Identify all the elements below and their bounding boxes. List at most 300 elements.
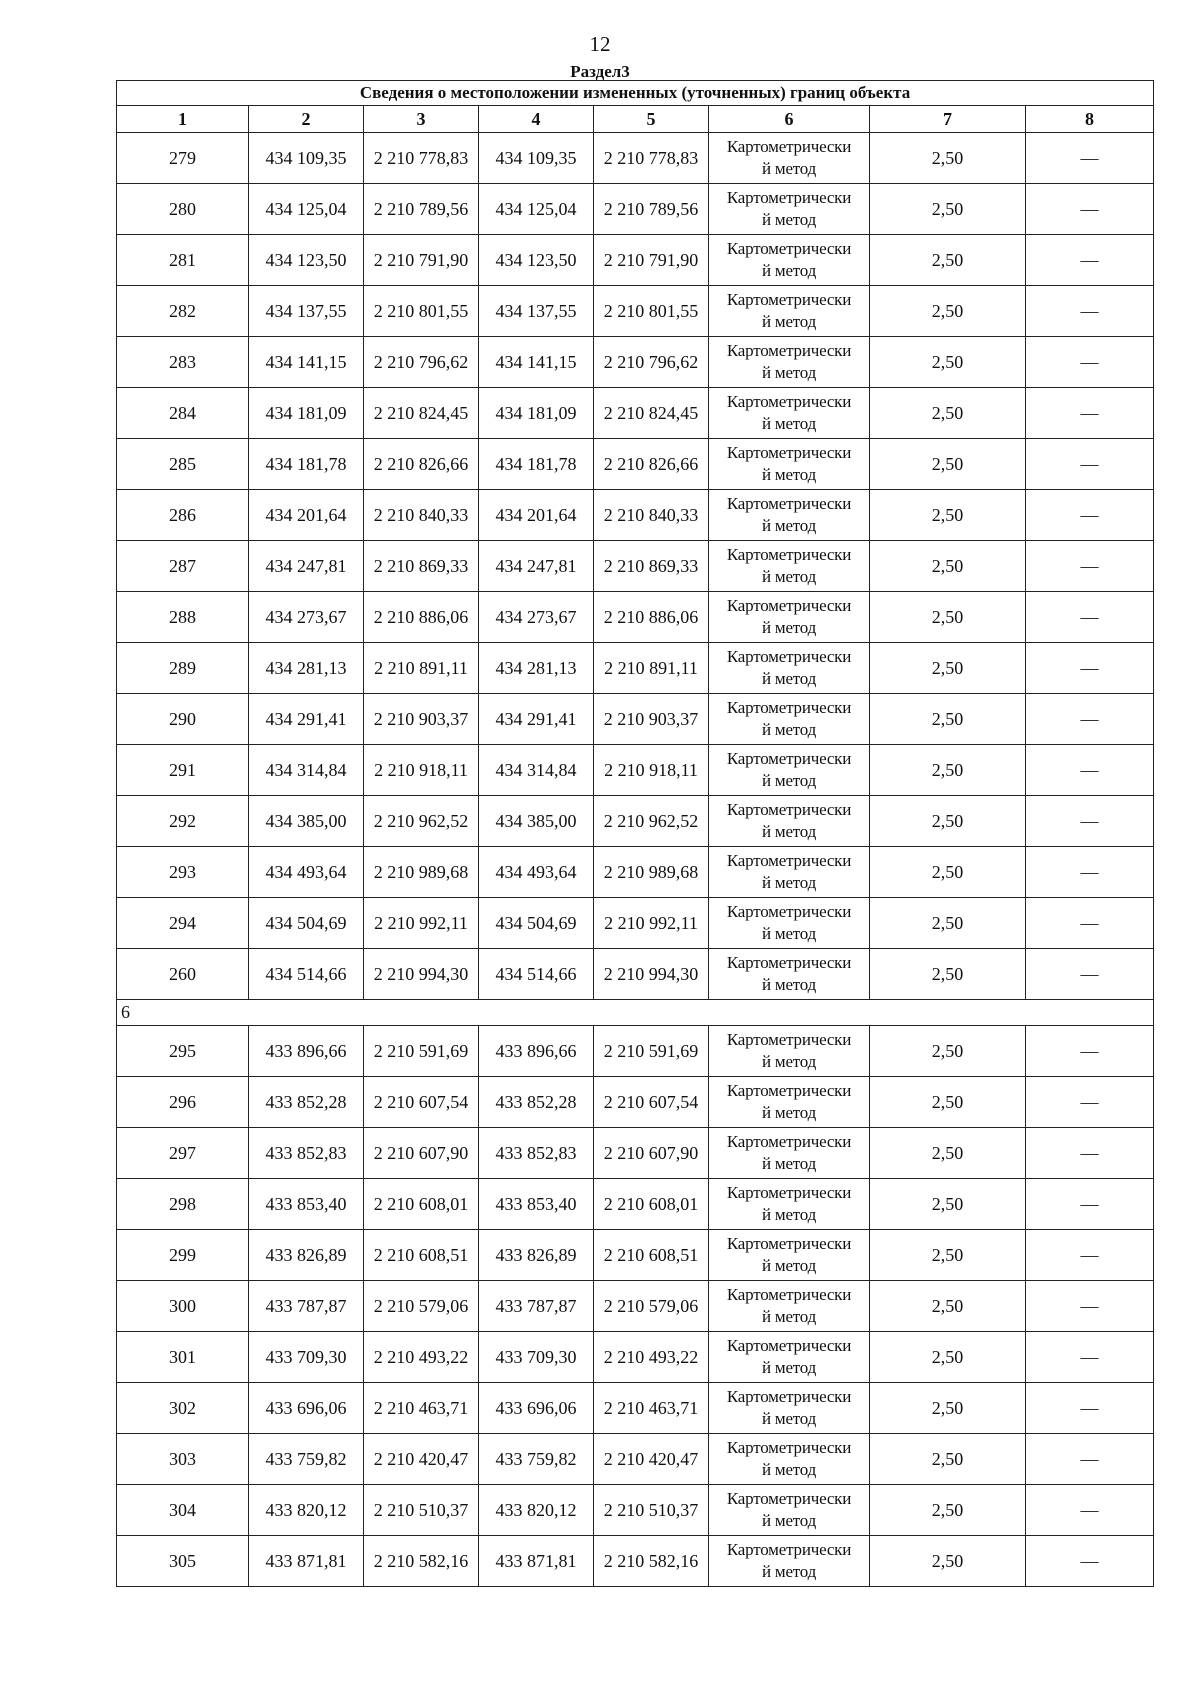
y-old-cell: 2 210 796,62 — [364, 337, 479, 388]
point-number-cell: 302 — [117, 1383, 249, 1434]
method-cell — [709, 1179, 870, 1230]
table-row — [117, 745, 1154, 796]
point-number-cell: 281 — [117, 235, 249, 286]
table-row — [117, 694, 1154, 745]
description-cell: — — [1026, 898, 1154, 949]
point-number-cell: 280 — [117, 184, 249, 235]
x-new-cell: 434 291,41 — [479, 694, 594, 745]
method-line-1: Картометрически — [726, 902, 852, 921]
table-row — [117, 439, 1154, 490]
description-cell: — — [1026, 184, 1154, 235]
description-cell: — — [1026, 592, 1154, 643]
y-new-cell: 2 210 994,30 — [594, 949, 709, 1000]
y-new-cell: 2 210 778,83 — [594, 133, 709, 184]
method-cell — [709, 1332, 870, 1383]
point-number-cell: 304 — [117, 1485, 249, 1536]
point-number-cell: 299 — [117, 1230, 249, 1281]
x-old-cell: 434 273,67 — [249, 592, 364, 643]
x-old-cell: 434 125,04 — [249, 184, 364, 235]
description-cell: — — [1026, 439, 1154, 490]
table-row — [117, 490, 1154, 541]
point-number-cell: 260 — [117, 949, 249, 1000]
x-new-cell: 433 826,89 — [479, 1230, 594, 1281]
x-old-cell: 433 853,40 — [249, 1179, 364, 1230]
x-old-cell: 433 709,30 — [249, 1332, 364, 1383]
x-new-cell: 433 853,40 — [479, 1179, 594, 1230]
y-new-cell: 2 210 796,62 — [594, 337, 709, 388]
point-number-cell: 300 — [117, 1281, 249, 1332]
point-number-cell: 301 — [117, 1332, 249, 1383]
method-line-1: Картометрически — [726, 800, 852, 819]
accuracy-cell: 2,50 — [870, 898, 1026, 949]
method-line-2: й метод — [761, 1103, 817, 1122]
y-old-cell: 2 210 463,71 — [364, 1383, 479, 1434]
method-cell — [709, 286, 870, 337]
y-new-cell: 2 210 886,06 — [594, 592, 709, 643]
description-cell: — — [1026, 796, 1154, 847]
accuracy-cell: 2,50 — [870, 1230, 1026, 1281]
point-number-cell: 289 — [117, 643, 249, 694]
method-line-2: й метод — [761, 210, 817, 229]
table-row — [117, 1536, 1154, 1587]
x-old-cell: 433 896,66 — [249, 1026, 364, 1077]
x-new-cell: 434 493,64 — [479, 847, 594, 898]
method-line-1: Картометрически — [726, 545, 852, 564]
y-new-cell: 2 210 801,55 — [594, 286, 709, 337]
x-old-cell: 434 137,55 — [249, 286, 364, 337]
accuracy-cell: 2,50 — [870, 388, 1026, 439]
x-old-cell: 433 787,87 — [249, 1281, 364, 1332]
method-line-1: Картометрически — [726, 392, 852, 411]
method-line-1: Картометрически — [726, 596, 852, 615]
y-old-cell: 2 210 989,68 — [364, 847, 479, 898]
y-new-cell: 2 210 608,01 — [594, 1179, 709, 1230]
table-row — [117, 949, 1154, 1000]
method-line-1: Картометрически — [726, 1183, 852, 1202]
y-new-cell: 2 210 493,22 — [594, 1332, 709, 1383]
accuracy-cell: 2,50 — [870, 1128, 1026, 1179]
y-old-cell: 2 210 778,83 — [364, 133, 479, 184]
method-cell — [709, 1536, 870, 1587]
y-new-cell: 2 210 918,11 — [594, 745, 709, 796]
accuracy-cell: 2,50 — [870, 694, 1026, 745]
x-new-cell: 434 247,81 — [479, 541, 594, 592]
y-new-cell: 2 210 607,90 — [594, 1128, 709, 1179]
method-cell — [709, 1026, 870, 1077]
accuracy-cell: 2,50 — [870, 1026, 1026, 1077]
x-new-cell: 434 385,00 — [479, 796, 594, 847]
accuracy-cell: 2,50 — [870, 592, 1026, 643]
method-line-2: й метод — [761, 1154, 817, 1173]
description-cell: — — [1026, 1536, 1154, 1587]
method-cell — [709, 439, 870, 490]
method-cell — [709, 388, 870, 439]
group-row — [117, 1000, 1154, 1026]
method-cell — [709, 490, 870, 541]
x-new-cell: 433 696,06 — [479, 1383, 594, 1434]
x-old-cell: 434 247,81 — [249, 541, 364, 592]
table-row — [117, 898, 1154, 949]
accuracy-cell: 2,50 — [870, 1383, 1026, 1434]
y-new-cell: 2 210 840,33 — [594, 490, 709, 541]
x-old-cell: 434 514,66 — [249, 949, 364, 1000]
x-old-cell: 433 826,89 — [249, 1230, 364, 1281]
method-line-1: Картометрически — [726, 1336, 852, 1355]
point-number-cell: 294 — [117, 898, 249, 949]
method-cell — [709, 898, 870, 949]
table-row — [117, 1128, 1154, 1179]
method-line-1: Картометрически — [726, 1540, 852, 1559]
description-cell: — — [1026, 1230, 1154, 1281]
y-new-cell: 2 210 579,06 — [594, 1281, 709, 1332]
y-old-cell: 2 210 826,66 — [364, 439, 479, 490]
accuracy-cell: 2,50 — [870, 439, 1026, 490]
x-new-cell: 433 896,66 — [479, 1026, 594, 1077]
column-header: 1 — [117, 106, 249, 133]
x-new-cell: 434 504,69 — [479, 898, 594, 949]
method-line-2: й метод — [761, 1409, 817, 1428]
table-row — [117, 184, 1154, 235]
method-line-1: Картометрически — [726, 953, 852, 972]
x-new-cell: 433 709,30 — [479, 1332, 594, 1383]
description-cell: — — [1026, 1026, 1154, 1077]
method-cell — [709, 1485, 870, 1536]
method-line-1: Картометрически — [726, 1030, 852, 1049]
accuracy-cell: 2,50 — [870, 796, 1026, 847]
method-line-2: й метод — [761, 567, 817, 586]
y-new-cell: 2 210 824,45 — [594, 388, 709, 439]
accuracy-cell: 2,50 — [870, 133, 1026, 184]
point-number-cell: 297 — [117, 1128, 249, 1179]
method-line-2: й метод — [761, 363, 817, 382]
x-old-cell: 433 852,83 — [249, 1128, 364, 1179]
description-cell: — — [1026, 745, 1154, 796]
y-new-cell: 2 210 791,90 — [594, 235, 709, 286]
x-new-cell: 433 759,82 — [479, 1434, 594, 1485]
accuracy-cell: 2,50 — [870, 1281, 1026, 1332]
y-old-cell: 2 210 824,45 — [364, 388, 479, 439]
method-line-2: й метод — [761, 873, 817, 892]
description-cell: — — [1026, 541, 1154, 592]
point-number-cell: 293 — [117, 847, 249, 898]
accuracy-cell: 2,50 — [870, 1179, 1026, 1230]
x-new-cell: 433 871,81 — [479, 1536, 594, 1587]
y-old-cell: 2 210 962,52 — [364, 796, 479, 847]
y-old-cell: 2 210 886,06 — [364, 592, 479, 643]
description-cell: — — [1026, 1434, 1154, 1485]
method-line-2: й метод — [761, 771, 817, 790]
description-cell: — — [1026, 1485, 1154, 1536]
y-new-cell: 2 210 891,11 — [594, 643, 709, 694]
y-new-cell: 2 210 989,68 — [594, 847, 709, 898]
y-new-cell: 2 210 903,37 — [594, 694, 709, 745]
table-row — [117, 541, 1154, 592]
y-old-cell: 2 210 591,69 — [364, 1026, 479, 1077]
column-header: 8 — [1026, 106, 1154, 133]
table-row — [117, 1179, 1154, 1230]
y-old-cell: 2 210 582,16 — [364, 1536, 479, 1587]
x-old-cell: 434 314,84 — [249, 745, 364, 796]
description-cell: — — [1026, 337, 1154, 388]
method-cell — [709, 694, 870, 745]
x-new-cell: 434 181,78 — [479, 439, 594, 490]
method-cell — [709, 1230, 870, 1281]
y-old-cell: 2 210 791,90 — [364, 235, 479, 286]
method-cell — [709, 796, 870, 847]
method-cell — [709, 847, 870, 898]
method-cell — [709, 1077, 870, 1128]
y-old-cell: 2 210 493,22 — [364, 1332, 479, 1383]
point-number-cell: 305 — [117, 1536, 249, 1587]
table-row — [117, 388, 1154, 439]
method-line-1: Картометрически — [726, 188, 852, 207]
y-new-cell: 2 210 962,52 — [594, 796, 709, 847]
table-row — [117, 133, 1154, 184]
x-old-cell: 433 871,81 — [249, 1536, 364, 1587]
point-number-cell: 298 — [117, 1179, 249, 1230]
table-row — [117, 1026, 1154, 1077]
method-line-1: Картометрически — [726, 290, 852, 309]
x-new-cell: 434 141,15 — [479, 337, 594, 388]
point-number-cell: 290 — [117, 694, 249, 745]
method-line-2: й метод — [761, 312, 817, 331]
description-cell: — — [1026, 694, 1154, 745]
y-new-cell: 2 210 869,33 — [594, 541, 709, 592]
y-old-cell: 2 210 607,90 — [364, 1128, 479, 1179]
method-line-1: Картометрически — [726, 647, 852, 666]
method-cell — [709, 1383, 870, 1434]
table-caption-row — [117, 81, 1154, 106]
y-old-cell: 2 210 607,54 — [364, 1077, 479, 1128]
x-new-cell: 434 109,35 — [479, 133, 594, 184]
description-cell: — — [1026, 1077, 1154, 1128]
accuracy-cell: 2,50 — [870, 847, 1026, 898]
accuracy-cell: 2,50 — [870, 235, 1026, 286]
y-new-cell: 2 210 992,11 — [594, 898, 709, 949]
x-old-cell: 434 291,41 — [249, 694, 364, 745]
y-old-cell: 2 210 789,56 — [364, 184, 479, 235]
description-cell: — — [1026, 388, 1154, 439]
table-row — [117, 1434, 1154, 1485]
description-cell: — — [1026, 490, 1154, 541]
y-new-cell: 2 210 826,66 — [594, 439, 709, 490]
x-new-cell: 433 852,28 — [479, 1077, 594, 1128]
y-new-cell: 2 210 463,71 — [594, 1383, 709, 1434]
x-new-cell: 434 123,50 — [479, 235, 594, 286]
table-row — [117, 286, 1154, 337]
accuracy-cell: 2,50 — [870, 286, 1026, 337]
table-row — [117, 1230, 1154, 1281]
x-new-cell: 433 820,12 — [479, 1485, 594, 1536]
description-cell: — — [1026, 235, 1154, 286]
description-cell: — — [1026, 1128, 1154, 1179]
x-new-cell: 434 181,09 — [479, 388, 594, 439]
x-old-cell: 433 820,12 — [249, 1485, 364, 1536]
x-old-cell: 433 759,82 — [249, 1434, 364, 1485]
method-cell — [709, 133, 870, 184]
table-caption: Сведения о местоположении измененных (уточненных) границ объекта — [117, 81, 1154, 106]
table-row — [117, 1383, 1154, 1434]
group-label: 6 — [117, 1000, 1154, 1026]
y-old-cell: 2 210 801,55 — [364, 286, 479, 337]
table-row — [117, 1332, 1154, 1383]
method-line-2: й метод — [761, 414, 817, 433]
method-line-2: й метод — [761, 822, 817, 841]
x-old-cell: 434 281,13 — [249, 643, 364, 694]
method-cell — [709, 1434, 870, 1485]
accuracy-cell: 2,50 — [870, 184, 1026, 235]
method-line-2: й метод — [761, 1358, 817, 1377]
y-old-cell: 2 210 579,06 — [364, 1281, 479, 1332]
y-old-cell: 2 210 608,01 — [364, 1179, 479, 1230]
y-new-cell: 2 210 591,69 — [594, 1026, 709, 1077]
x-old-cell: 434 141,15 — [249, 337, 364, 388]
column-header: 2 — [249, 106, 364, 133]
x-old-cell: 433 696,06 — [249, 1383, 364, 1434]
x-old-cell: 433 852,28 — [249, 1077, 364, 1128]
method-line-1: Картометрически — [726, 1132, 852, 1151]
description-cell: — — [1026, 643, 1154, 694]
method-line-2: й метод — [761, 261, 817, 280]
x-new-cell: 434 137,55 — [479, 286, 594, 337]
table-row — [117, 1281, 1154, 1332]
x-new-cell: 434 201,64 — [479, 490, 594, 541]
accuracy-cell: 2,50 — [870, 1077, 1026, 1128]
x-old-cell: 434 201,64 — [249, 490, 364, 541]
method-cell — [709, 1128, 870, 1179]
method-cell — [709, 949, 870, 1000]
description-cell: — — [1026, 286, 1154, 337]
method-line-1: Картометрически — [726, 749, 852, 768]
point-number-cell: 283 — [117, 337, 249, 388]
x-new-cell: 434 314,84 — [479, 745, 594, 796]
column-header-row — [117, 106, 1154, 133]
description-cell: — — [1026, 847, 1154, 898]
y-old-cell: 2 210 420,47 — [364, 1434, 479, 1485]
method-line-1: Картометрически — [726, 851, 852, 870]
method-line-1: Картометрически — [726, 1387, 852, 1406]
accuracy-cell: 2,50 — [870, 1332, 1026, 1383]
y-old-cell: 2 210 840,33 — [364, 490, 479, 541]
method-line-2: й метод — [761, 1205, 817, 1224]
description-cell: — — [1026, 133, 1154, 184]
x-new-cell: 433 852,83 — [479, 1128, 594, 1179]
y-old-cell: 2 210 918,11 — [364, 745, 479, 796]
column-header: 3 — [364, 106, 479, 133]
x-new-cell: 434 125,04 — [479, 184, 594, 235]
method-line-1: Картометрически — [726, 1234, 852, 1253]
x-new-cell: 434 514,66 — [479, 949, 594, 1000]
y-new-cell: 2 210 789,56 — [594, 184, 709, 235]
method-line-2: й метод — [761, 669, 817, 688]
y-new-cell: 2 210 607,54 — [594, 1077, 709, 1128]
x-new-cell: 433 787,87 — [479, 1281, 594, 1332]
x-old-cell: 434 385,00 — [249, 796, 364, 847]
accuracy-cell: 2,50 — [870, 541, 1026, 592]
method-line-2: й метод — [761, 465, 817, 484]
method-line-1: Картометрически — [726, 698, 852, 717]
method-line-2: й метод — [761, 975, 817, 994]
method-line-2: й метод — [761, 516, 817, 535]
point-number-cell: 282 — [117, 286, 249, 337]
y-new-cell: 2 210 582,16 — [594, 1536, 709, 1587]
x-old-cell: 434 109,35 — [249, 133, 364, 184]
description-cell: — — [1026, 1281, 1154, 1332]
table-row — [117, 643, 1154, 694]
x-old-cell: 434 504,69 — [249, 898, 364, 949]
accuracy-cell: 2,50 — [870, 337, 1026, 388]
method-line-2: й метод — [761, 720, 817, 739]
x-new-cell: 434 273,67 — [479, 592, 594, 643]
page-number: 12 — [589, 32, 611, 56]
method-line-2: й метод — [761, 618, 817, 637]
table-row — [117, 796, 1154, 847]
method-cell — [709, 541, 870, 592]
point-number-cell: 287 — [117, 541, 249, 592]
accuracy-cell: 2,50 — [870, 1485, 1026, 1536]
point-number-cell: 296 — [117, 1077, 249, 1128]
y-old-cell: 2 210 903,37 — [364, 694, 479, 745]
accuracy-cell: 2,50 — [870, 745, 1026, 796]
y-new-cell: 2 210 510,37 — [594, 1485, 709, 1536]
column-header: 5 — [594, 106, 709, 133]
column-header: 6 — [709, 106, 870, 133]
method-line-2: й метод — [761, 159, 817, 178]
method-cell — [709, 235, 870, 286]
y-old-cell: 2 210 608,51 — [364, 1230, 479, 1281]
table-row — [117, 235, 1154, 286]
method-line-1: Картометрически — [726, 1489, 852, 1508]
method-cell — [709, 592, 870, 643]
method-cell — [709, 184, 870, 235]
y-new-cell: 2 210 608,51 — [594, 1230, 709, 1281]
point-number-cell: 295 — [117, 1026, 249, 1077]
point-number-cell: 284 — [117, 388, 249, 439]
method-line-1: Картометрически — [726, 341, 852, 360]
method-line-1: Картометрически — [726, 1081, 852, 1100]
x-old-cell: 434 181,78 — [249, 439, 364, 490]
section-title: Раздел3 — [570, 62, 630, 81]
method-cell — [709, 745, 870, 796]
boundary-coordinates-table — [116, 80, 1154, 1587]
method-line-2: й метод — [761, 1562, 817, 1581]
column-header: 4 — [479, 106, 594, 133]
method-line-2: й метод — [761, 1256, 817, 1275]
method-cell — [709, 643, 870, 694]
description-cell: — — [1026, 1332, 1154, 1383]
y-old-cell: 2 210 891,11 — [364, 643, 479, 694]
method-line-2: й метод — [761, 1307, 817, 1326]
accuracy-cell: 2,50 — [870, 1536, 1026, 1587]
description-cell: — — [1026, 1383, 1154, 1434]
method-line-1: Картометрически — [726, 239, 852, 258]
y-old-cell: 2 210 994,30 — [364, 949, 479, 1000]
method-cell — [709, 337, 870, 388]
accuracy-cell: 2,50 — [870, 1434, 1026, 1485]
y-old-cell: 2 210 869,33 — [364, 541, 479, 592]
x-old-cell: 434 181,09 — [249, 388, 364, 439]
y-old-cell: 2 210 510,37 — [364, 1485, 479, 1536]
method-line-1: Картометрически — [726, 137, 852, 156]
point-number-cell: 279 — [117, 133, 249, 184]
accuracy-cell: 2,50 — [870, 643, 1026, 694]
accuracy-cell: 2,50 — [870, 490, 1026, 541]
description-cell: — — [1026, 949, 1154, 1000]
table-row — [117, 1077, 1154, 1128]
description-cell: — — [1026, 1179, 1154, 1230]
method-line-1: Картометрически — [726, 494, 852, 513]
method-cell — [709, 1281, 870, 1332]
